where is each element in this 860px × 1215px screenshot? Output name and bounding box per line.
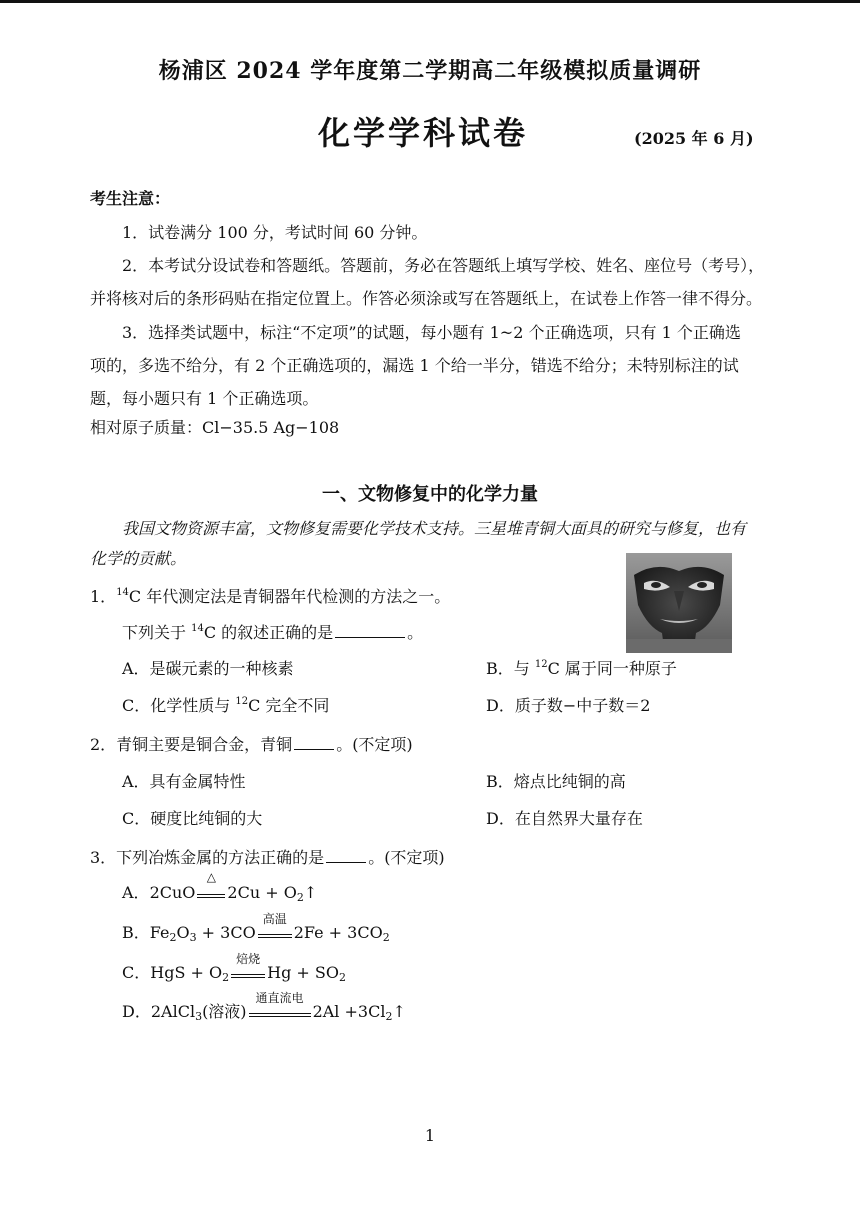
product: 2Cu + O — [227, 883, 297, 902]
mass-number: 12 — [235, 696, 249, 707]
product: 2Al +3Cl — [312, 1002, 386, 1021]
option-label: B． — [122, 923, 150, 942]
section-title: 一、文物修复中的化学力量 — [322, 484, 538, 505]
section-intro-line-1: 我国文物资源丰富，文物修复需要化学技术支持。三星堆青铜大面具的研究与修复，也有 — [122, 519, 747, 538]
question-text: 3．下列冶炼金属的方法正确的是 — [90, 848, 325, 867]
prompt-text: 下列关于 — [122, 623, 192, 642]
answer-blank — [326, 848, 366, 863]
mass-number: 12 — [534, 659, 548, 670]
subscript: 2 — [385, 1010, 393, 1023]
exam-title: 杨浦区 2024 学年度第二学期高二年级模拟质量调研 — [158, 58, 702, 84]
condition-text: 通直流电 — [255, 991, 304, 1005]
notice-item-3-line-1: 3．选择类试题中，标注“不定项”的试题，每小题有 1~2 个正确选项，只有 1 个正确选 — [122, 323, 741, 342]
question-1-prompt — [122, 620, 423, 643]
equals-bars — [197, 894, 225, 898]
answer-blank — [335, 623, 405, 638]
mass-number: 14 — [116, 587, 129, 598]
question-text: C 年代测定法是青铜器年代检测的方法之一。 — [128, 587, 451, 606]
question-text: 。(不定项) — [336, 735, 413, 754]
notice-item-2-line-2: 并将核对后的条形码贴在指定位置上。作答必须涂或写在答题纸上，在试卷上作答一律不得分。 — [90, 289, 763, 308]
question-1-option-d: D．质子数−中子数＝2 — [486, 696, 651, 715]
option-label: C． — [122, 963, 151, 982]
subscript: 2 — [222, 971, 230, 984]
exam-date: (2025 年 6 月) — [634, 129, 754, 148]
reactant: (溶液) — [202, 1002, 247, 1021]
equals-bars — [249, 1013, 311, 1017]
question-3-option-b — [122, 912, 390, 944]
question-1-option-b — [486, 656, 677, 679]
reactant: O — [176, 923, 190, 942]
reaction-condition — [249, 991, 311, 1017]
condition-text: 焙烧 — [236, 952, 261, 966]
question-2-option-d: D．在自然界大量存在 — [486, 809, 643, 828]
subscript: 2 — [382, 931, 390, 944]
question-1-option-a: A．是碳元素的一种核素 — [122, 659, 294, 678]
question-text: 。(不定项) — [368, 848, 445, 867]
reactant: + 3CO — [196, 923, 256, 942]
question-3-stem — [90, 845, 445, 868]
question-2-option-a: A．具有金属特性 — [122, 772, 246, 791]
notice-item-3-line-2: 项的，多选不给分，有 2 个正确选项的，漏选 1 个给一半分，错选不给分；未特别标注的试 — [90, 356, 739, 375]
answer-blank — [294, 735, 334, 750]
page-number: 1 — [424, 1126, 436, 1145]
option-label: D． — [122, 1002, 151, 1021]
question-number: 1． — [90, 587, 117, 606]
question-3-option-c — [122, 952, 346, 984]
product: Hg + SO — [267, 963, 339, 982]
subscript: 2 — [169, 931, 177, 944]
question-1-option-c — [122, 693, 329, 716]
prompt-text: C 的叙述正确的是 — [203, 623, 334, 642]
question-3-option-a — [122, 870, 318, 904]
reactant: Fe — [149, 923, 170, 942]
mass-number: 14 — [191, 623, 204, 634]
exam-subtitle: 化学学科试卷 — [318, 114, 529, 152]
notice-heading: 考生注意： — [90, 189, 171, 208]
option-text: C．化学性质与 — [122, 696, 236, 715]
equals-bars — [231, 974, 265, 978]
subscript: 3 — [195, 1010, 203, 1023]
question-3-option-d — [122, 991, 406, 1023]
reaction-condition — [231, 952, 265, 978]
notice-item-1: 1．试卷满分 100 分，考试时间 60 分钟。 — [122, 223, 428, 242]
condition-text: 高温 — [262, 912, 287, 926]
question-2-stem — [90, 732, 413, 755]
notice-item-3-line-3: 题，每小题只有 1 个正确选项。 — [90, 389, 319, 408]
option-text: C 属于同一种原子 — [547, 659, 677, 678]
subscript: 3 — [189, 931, 197, 944]
atomic-mass-line: 相对原子质量：Cl−35.5 Ag−108 — [90, 418, 340, 437]
prompt-text: 。 — [407, 623, 424, 642]
option-text: B．与 — [486, 659, 535, 678]
bronze-mask-photo — [626, 553, 732, 653]
question-2-option-c: C．硬度比纯铜的大 — [122, 809, 263, 828]
reactant: 2CuO — [149, 883, 196, 902]
condition-text: △ — [206, 870, 217, 884]
section-intro-line-2: 化学的贡献。 — [90, 549, 187, 568]
question-text: 2．青铜主要是铜合金，青铜 — [90, 735, 293, 754]
equals-bars — [258, 934, 292, 938]
option-text: C 完全不同 — [248, 696, 330, 715]
reaction-condition — [197, 870, 225, 898]
product: 2Fe + 3CO — [293, 923, 383, 942]
subscript: 2 — [296, 891, 304, 904]
reaction-condition — [258, 912, 292, 938]
notice-item-2-line-1: 2．本考试分设试卷和答题纸。答题前，务必在答题纸上填写学校、姓名、座位号（考号）， — [122, 256, 765, 275]
top-border — [0, 0, 860, 3]
reactant: HgS + O — [150, 963, 223, 982]
question-1-stem — [90, 584, 450, 607]
subscript: 2 — [338, 971, 346, 984]
reactant: 2AlCl — [150, 1002, 196, 1021]
gas-arrow: ↑ — [392, 1002, 406, 1021]
option-label: A． — [122, 883, 150, 902]
question-2-option-b: B．熔点比纯铜的高 — [486, 772, 626, 791]
gas-arrow: ↑ — [303, 883, 318, 902]
